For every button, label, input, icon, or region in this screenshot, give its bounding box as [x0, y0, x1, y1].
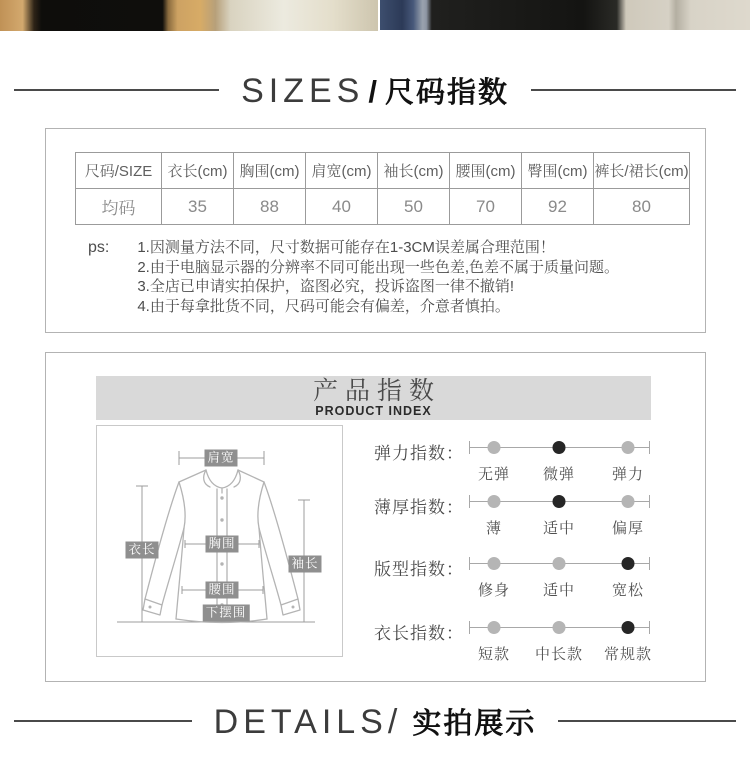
slider-dot	[488, 557, 501, 570]
table-header-cell: 衣长(cm)	[162, 153, 234, 189]
slider-option-label: 短款	[477, 646, 511, 663]
index-row-elasticity	[374, 439, 694, 487]
table-header-cell: 裤长/裙长(cm)	[594, 153, 690, 189]
ps-note-line: 1.因测量方法不同，尺寸数据可能存在1-3CM误差属合理范围！	[137, 239, 555, 256]
slider-end-tick	[649, 557, 650, 570]
measurement-label-length: 衣长	[125, 542, 158, 559]
slider-dot	[553, 557, 566, 570]
slider-option-label: 适中	[542, 520, 576, 537]
measurement-label-shoulder: 肩宽	[204, 450, 237, 467]
details-section-title	[192, 701, 559, 742]
size-table	[75, 152, 690, 225]
index-row-label: 弹力指数：	[374, 444, 464, 463]
details-section-header	[14, 698, 736, 744]
table-cell: 40	[306, 189, 378, 225]
ps-note-line: 2.由于电脑显示器的分辨率不同可能出现一些色差,色差不属于质量问题。	[137, 258, 620, 276]
sizes-title-slash: /	[368, 73, 377, 109]
table-header-cell: 胸围(cm)	[234, 153, 306, 189]
slider-dot	[553, 621, 566, 634]
index-row-fit	[374, 555, 694, 603]
product-index-header	[96, 376, 651, 420]
index-row-garment-length	[374, 619, 694, 667]
model-photo-right	[380, 0, 750, 30]
shirt-measurement-diagram	[96, 425, 343, 657]
product-index-box	[45, 352, 706, 682]
ps-note-line: 4.由于每拿批货不同，尺码可能会有偏差，介意者慎拍。	[137, 297, 510, 315]
slider-dot	[622, 495, 635, 508]
table-cell: 70	[450, 189, 522, 225]
slider-option-label: 微弹	[542, 466, 576, 483]
sizes-title-en: SIZES	[241, 71, 365, 110]
table-cell: 88	[234, 189, 306, 225]
index-row-thickness	[374, 493, 694, 541]
table-cell: 35	[162, 189, 234, 225]
slider-option-label: 宽松	[611, 582, 645, 599]
photo-strip	[0, 0, 750, 31]
measurement-label-waist: 腰围	[205, 582, 238, 599]
measurement-label-chest: 胸围	[205, 536, 238, 553]
slider-option-label: 薄	[485, 520, 503, 537]
slider-end-tick	[469, 557, 470, 570]
size-table-header-row	[76, 153, 690, 189]
table-header-cell: 袖长(cm)	[378, 153, 450, 189]
divider-line	[14, 89, 219, 91]
slider-end-tick	[469, 621, 470, 634]
index-slider	[469, 557, 653, 597]
slider-dot	[622, 441, 635, 454]
slider-option-label: 适中	[542, 582, 576, 599]
measurement-label-hem: 下摆围	[203, 605, 250, 622]
slider-end-tick	[469, 495, 470, 508]
slider-option-label: 中长款	[534, 646, 584, 663]
index-slider	[469, 495, 653, 535]
product-index-title-en: PRODUCT INDEX	[315, 404, 432, 418]
index-row-label: 衣长指数：	[374, 624, 464, 643]
slider-dot	[488, 495, 501, 508]
table-header-cell: 臀围(cm)	[522, 153, 594, 189]
ps-note-line: 3.全店已申请实拍保护，盗图必究，投诉盗图一律不撤销!	[137, 278, 515, 295]
ps-label: ps:	[88, 239, 110, 256]
table-header-cell: 腰围(cm)	[450, 153, 522, 189]
index-slider	[469, 441, 653, 481]
ps-notes	[88, 238, 619, 316]
slider-dot	[488, 621, 501, 634]
slider-option-label: 修身	[477, 582, 511, 599]
slider-end-tick	[469, 441, 470, 454]
slider-option-label: 常规款	[603, 646, 653, 663]
index-row-label: 版型指数：	[374, 560, 464, 579]
measurement-label-sleeve: 袖长	[288, 556, 321, 573]
product-index-title-zh: 产品指数	[312, 377, 441, 405]
divider-line	[14, 720, 192, 722]
table-cell: 50	[378, 189, 450, 225]
slider-dot	[622, 621, 635, 634]
index-row-label: 薄厚指数：	[374, 498, 464, 517]
divider-line	[531, 89, 736, 91]
size-table-row	[76, 189, 690, 225]
table-header-cell: 肩宽(cm)	[306, 153, 378, 189]
table-header-cell: 尺码/SIZE	[76, 153, 162, 189]
slider-dot	[553, 495, 566, 508]
table-cell: 均码	[76, 189, 162, 225]
slider-end-tick	[649, 441, 650, 454]
slider-option-label: 弹力	[611, 466, 645, 483]
slider-dot	[622, 557, 635, 570]
sizes-section-title	[219, 70, 531, 111]
slider-dot	[488, 441, 501, 454]
model-photo-left	[0, 0, 378, 31]
slider-dot	[553, 441, 566, 454]
sizes-title-zh: 尺码指数	[384, 76, 509, 109]
slider-end-tick	[649, 495, 650, 508]
slider-option-label: 偏厚	[611, 520, 645, 537]
size-info-box	[45, 128, 706, 333]
slider-option-label: 无弹	[477, 466, 511, 483]
details-title-en: DETAILS/	[213, 702, 403, 741]
slider-end-tick	[649, 621, 650, 634]
index-slider	[469, 621, 653, 661]
sizes-section-header	[14, 69, 736, 111]
divider-line	[558, 720, 736, 722]
table-cell: 80	[594, 189, 690, 225]
table-cell: 92	[522, 189, 594, 225]
details-title-zh: 实拍展示	[412, 707, 537, 740]
